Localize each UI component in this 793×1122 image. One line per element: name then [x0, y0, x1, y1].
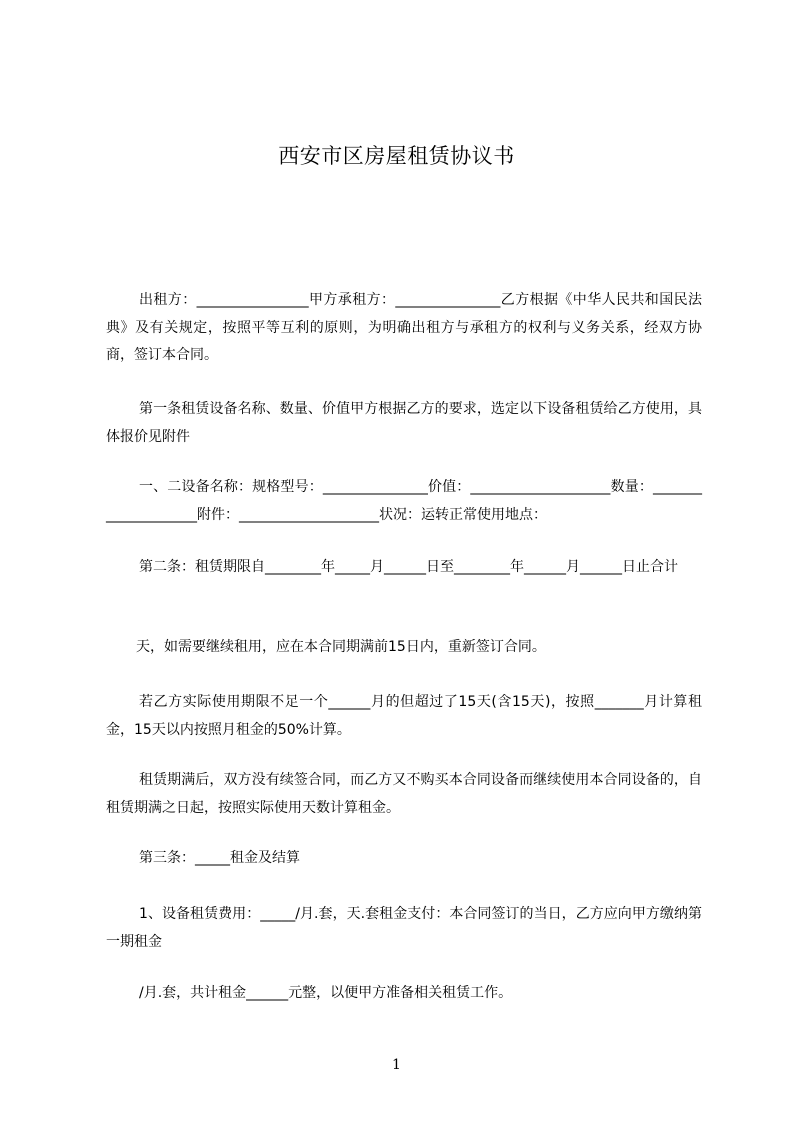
paragraph-article-2-term: 第二条：租赁期限自________年_____月______日至________年______月______日止合计	[139, 559, 678, 575]
paragraph-partial-month: 若乙方实际使用期限不足一个______月的但超过了15天(含15天)，按照_______月计算租金，15天以内按照月租金的50%计算。	[106, 694, 702, 738]
paragraph-renewal: 天，如需要继续租用，应在本合同期满前15日内，重新签订合同。	[136, 639, 546, 655]
paragraph-parties: 出租方：________________甲方承租方：_______________乙方根据《中华人民共和国民法典》及有关规定，按照平等互利的原则，为明确出租方与承租方的权利与义务关系，经双方协商，签订本合同。	[106, 292, 702, 363]
paragraph-article-3: 第三条：_____租金及结算	[139, 850, 300, 866]
page-number: 1	[392, 1057, 401, 1073]
paragraph-equipment-details: 一、二设备名称：规格型号：_______________价值：____________________数量：____________________附件：____________________状况：运转正常使用地点：	[106, 479, 702, 523]
paragraph-total-rent: /月.套，共计租金______元整，以便甲方准备相关租赁工作。	[139, 985, 513, 1001]
paragraph-article-1: 第一条租赁设备名称、数量、价值甲方根据乙方的要求，选定以下设备租赁给乙方使用，具体报价见附件	[106, 401, 702, 445]
paragraph-rental-fee: 1、设备租赁费用：_____/月.套，天.套租金支付：本合同签订的当日，乙方应向甲方缴纳第一期租金	[106, 906, 702, 950]
document-title: 西安市区房屋租赁协议书	[278, 144, 515, 168]
paragraph-overdue-use: 租赁期满后，双方没有续签合同，而乙方又不购买本合同设备而继续使用本合同设备的，自租赁期满之日起，按照实际使用天数计算租金。	[106, 772, 702, 816]
